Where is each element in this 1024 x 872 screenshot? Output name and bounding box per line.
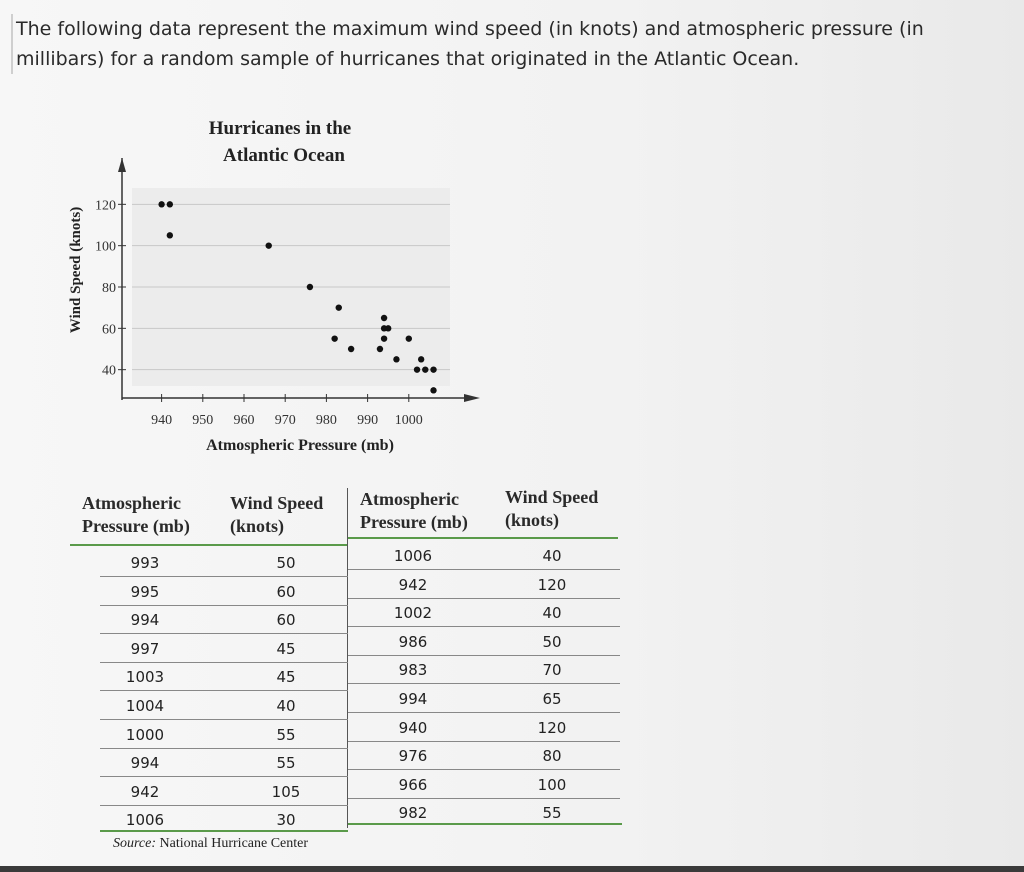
table-footer-rule-right	[348, 823, 622, 825]
x-tick-label-960: 960	[233, 413, 255, 428]
x-tick-label-970: 970	[274, 413, 296, 428]
table-row-rule	[348, 798, 620, 799]
left-pressure-cell: 1004	[125, 697, 165, 715]
x-tick-label-940: 940	[151, 413, 173, 428]
table-row-rule	[100, 748, 348, 749]
y-tick-label-40: 40	[102, 363, 116, 379]
table-row-rule	[100, 633, 348, 634]
header-pressure-right	[360, 488, 468, 534]
table-row-rule	[348, 712, 620, 713]
y-axis-arrow	[118, 158, 126, 172]
data-point-10	[430, 366, 436, 372]
left-pressure-cell: 942	[130, 782, 160, 801]
left-wind-cell: 55	[276, 725, 296, 744]
right-pressure-cell: 942	[398, 575, 428, 594]
table-row-rule	[100, 776, 348, 777]
left-pressure-cell: 994	[130, 754, 160, 773]
y-tick-label-100: 100	[95, 239, 116, 255]
header-text: Atmospheric	[82, 493, 181, 513]
right-wind-cell: 40	[542, 604, 562, 623]
table-row-rule	[348, 769, 620, 770]
table-row-rule	[100, 690, 348, 691]
right-wind-cell: 80	[542, 747, 562, 766]
header-text: Atmospheric	[360, 489, 459, 509]
table-row-rule	[100, 719, 348, 720]
data-point-16	[158, 201, 164, 207]
right-pressure-cell: 982	[398, 804, 428, 823]
table-row-rule	[348, 741, 620, 742]
left-wind-cell: 45	[276, 639, 296, 658]
x-tick-label-990: 990	[357, 413, 379, 428]
header-text: (knots)	[230, 516, 285, 536]
header-wind-left	[230, 492, 323, 538]
table-row-rule	[348, 655, 620, 656]
data-point-18	[266, 242, 272, 248]
left-wind-cell: 40	[276, 697, 296, 715]
table-row-rule	[348, 598, 620, 599]
table-header-rule-right	[348, 537, 618, 539]
header-text: Pressure (mb)	[360, 512, 468, 532]
x-axis-arrow	[464, 394, 480, 402]
margin-rule	[11, 14, 13, 74]
right-pressure-cell: 1006	[393, 547, 433, 565]
source-label: Source:	[113, 836, 157, 851]
data-point-0	[377, 346, 383, 352]
right-pressure-cell: 976	[398, 747, 428, 766]
right-pressure-cell: 1002	[393, 604, 433, 623]
y-tick-label-60: 60	[102, 322, 116, 338]
table-row-rule	[100, 662, 348, 663]
window-bottom-strip	[0, 866, 1024, 872]
left-wind-cell: 60	[276, 611, 296, 630]
intro-text: The following data represent the maximum wind speed (in knots) and atmospheric pressure (in millibars) for a random sample of hurricanes that originated in the Atlantic Ocean.	[16, 18, 924, 70]
left-wind-cell: 45	[276, 668, 296, 687]
left-pressure-cell: 997	[130, 639, 160, 658]
left-wind-cell: 60	[276, 582, 296, 601]
x-axis-label: Atmospheric Pressure (mb)	[206, 437, 394, 454]
left-pressure-cell: 994	[130, 611, 160, 630]
data-point-14	[336, 304, 342, 310]
table-row-rule	[100, 605, 348, 606]
chart-grid	[132, 188, 450, 386]
scatter-chart	[60, 110, 500, 460]
right-wind-cell: 100	[537, 775, 567, 794]
left-wind-cell: 30	[276, 811, 296, 830]
right-wind-cell: 40	[542, 547, 562, 565]
right-pressure-cell: 994	[398, 690, 428, 708]
data-point-3	[393, 356, 399, 362]
data-point-2	[381, 325, 387, 331]
right-wind-cell: 70	[542, 661, 562, 680]
table-row-rule	[348, 683, 620, 684]
data-point-15	[381, 315, 387, 321]
y-tick-label-120: 120	[95, 198, 116, 214]
table-footer-rule-left	[100, 830, 348, 832]
table-row-rule	[100, 576, 348, 577]
left-pressure-cell: 1003	[125, 668, 165, 687]
left-pressure-cell: 993	[130, 554, 160, 572]
data-point-13	[348, 346, 354, 352]
right-pressure-cell: 966	[398, 775, 428, 794]
right-wind-cell: 65	[542, 690, 562, 708]
x-tick-label-1000: 1000	[394, 413, 423, 428]
data-point-7	[381, 335, 387, 341]
right-pressure-cell: 983	[398, 661, 428, 680]
x-tick-label-950: 950	[192, 413, 214, 428]
left-pressure-cell: 1000	[125, 725, 165, 744]
table-row-rule	[348, 626, 620, 627]
left-pressure-cell: 995	[130, 582, 160, 601]
data-point-5	[422, 366, 428, 372]
right-wind-cell: 120	[537, 575, 567, 594]
right-wind-cell: 55	[542, 804, 562, 823]
x-tick-label-980: 980	[315, 413, 337, 428]
data-point-12	[414, 366, 420, 372]
table-header-rule-left	[70, 544, 348, 546]
source-note	[113, 836, 308, 852]
left-pressure-cell: 1006	[125, 811, 165, 830]
data-point-4	[418, 356, 424, 362]
data-point-6	[406, 335, 412, 341]
header-text: Wind Speed	[230, 493, 324, 513]
data-point-8	[167, 232, 173, 238]
header-pressure-left	[82, 492, 190, 538]
table-row-rule	[348, 569, 620, 570]
right-pressure-cell: 986	[398, 632, 428, 651]
right-wind-cell: 120	[537, 718, 567, 737]
header-text: Wind Speed	[505, 487, 599, 507]
header-text: Pressure (mb)	[82, 516, 190, 536]
chart-title-line1: Hurricanes in the	[208, 118, 352, 139]
data-point-11	[167, 201, 173, 207]
chart-title-line2: Atlantic Ocean	[223, 145, 345, 166]
data-point-17	[307, 284, 313, 290]
table-row-rule	[100, 805, 348, 806]
header-wind-right	[505, 486, 598, 532]
header-text: (knots)	[505, 510, 560, 530]
left-wind-cell: 55	[276, 754, 296, 773]
right-pressure-cell: 940	[398, 718, 428, 737]
y-axis-label: Wind Speed (knots)	[68, 206, 84, 334]
y-tick-label-80: 80	[102, 281, 116, 296]
data-point-19	[331, 335, 337, 341]
right-wind-cell: 50	[542, 632, 562, 651]
left-wind-cell: 105	[271, 782, 301, 801]
left-wind-cell: 50	[276, 554, 296, 572]
source-value: National Hurricane Center	[159, 836, 309, 851]
data-point-9	[430, 387, 436, 393]
